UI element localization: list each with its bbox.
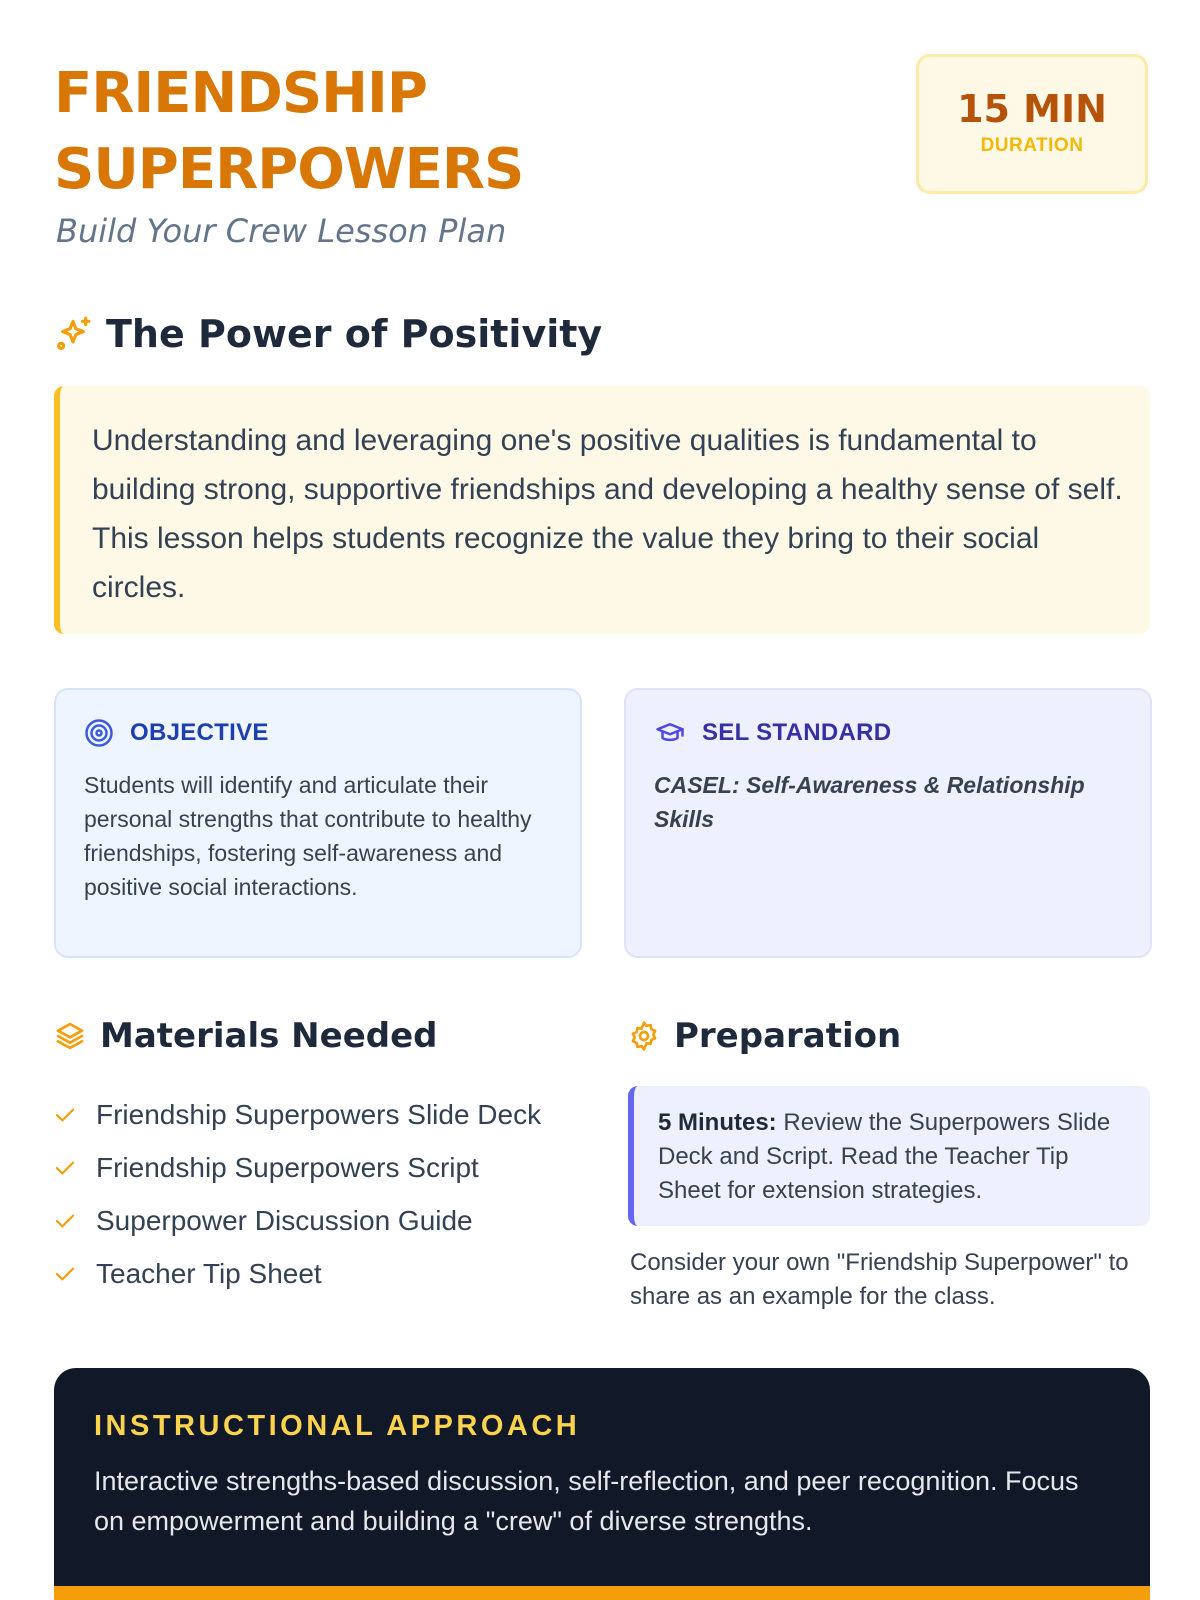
preparation-heading-text: Preparation xyxy=(674,1016,902,1056)
graduation-cap-icon xyxy=(654,718,686,748)
list-item xyxy=(54,1194,541,1247)
list-item xyxy=(54,1088,541,1141)
check-icon xyxy=(54,1265,78,1283)
check-icon xyxy=(54,1212,78,1230)
page-subtitle: Build Your Crew Lesson Plan xyxy=(56,212,507,250)
objective-card xyxy=(54,688,582,958)
target-icon xyxy=(84,718,114,748)
materials-list xyxy=(54,1088,541,1300)
page-title: FRIENDSHIP SUPERPOWERS xyxy=(54,61,524,202)
sparkles-icon xyxy=(54,315,92,353)
positivity-callout xyxy=(54,386,1150,634)
positivity-heading-text: The Power of Positivity xyxy=(106,312,603,356)
material-label: Superpower Discussion Guide xyxy=(96,1204,473,1236)
approach-heading: INSTRUCTIONAL APPROACH xyxy=(94,1410,581,1442)
layers-icon xyxy=(54,1020,86,1052)
preparation-heading xyxy=(628,1016,901,1056)
preparation-text xyxy=(658,1106,1130,1208)
approach-text: Interactive strengths-based discussion, self-reflection, and peer recognition. Focus on empowerment and building a "crew" of diverse strengths. xyxy=(94,1466,1079,1536)
duration-value: 15 MIN xyxy=(957,87,1107,131)
material-label: Friendship Superpowers Script xyxy=(96,1151,479,1183)
check-icon xyxy=(54,1106,78,1124)
sel-standard-heading: SEL STANDARD xyxy=(702,719,892,746)
sel-standard-header xyxy=(654,718,1122,748)
preparation-callout xyxy=(628,1086,1150,1226)
check-icon xyxy=(54,1159,78,1177)
preparation-time-label: 5 Minutes: xyxy=(658,1109,777,1136)
positivity-text: Understanding and leveraging one's positive qualities is fundamental to building strong, supportive friendships and developing a healthy sense of self. This lesson helps students recognize the value they bring to their social circles. xyxy=(92,424,1123,604)
duration-label: DURATION xyxy=(980,135,1084,156)
objective-header xyxy=(84,718,552,748)
material-label: Teacher Tip Sheet xyxy=(96,1257,322,1289)
gear-icon xyxy=(628,1020,660,1052)
instructional-approach-panel xyxy=(54,1368,1150,1600)
sel-standard-text: CASEL: Self-Awareness & Relationship Skills xyxy=(654,772,1085,832)
materials-heading xyxy=(54,1016,438,1056)
preparation-note: Consider your own "Friendship Superpower" to share as an example for the class. xyxy=(630,1249,1129,1310)
materials-heading-text: Materials Needed xyxy=(100,1016,438,1056)
positivity-heading xyxy=(54,312,602,356)
preparation-time-text: Review the Superpowers Slide Deck and Script. Read the Teacher Tip Sheet for extension strategies. xyxy=(658,1109,1111,1204)
objective-heading: OBJECTIVE xyxy=(130,719,269,746)
objective-text: Students will identify and articulate their personal strengths that contribute to healthy friendships, fostering self-awareness and positive social interactions. xyxy=(84,772,532,900)
material-label: Friendship Superpowers Slide Deck xyxy=(96,1098,542,1130)
sel-standard-card xyxy=(624,688,1152,958)
duration-badge xyxy=(916,54,1148,194)
list-item xyxy=(54,1247,541,1300)
list-item xyxy=(54,1141,541,1194)
